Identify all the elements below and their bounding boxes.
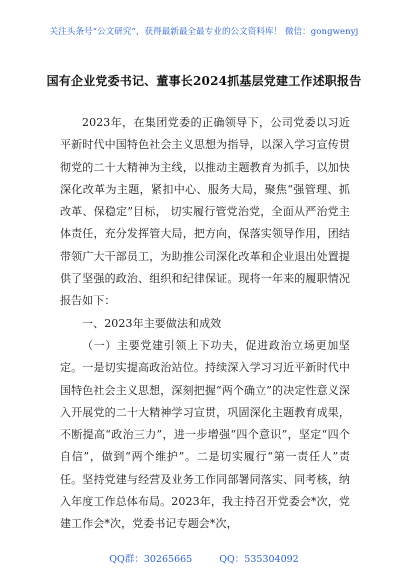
document-body bbox=[60, 112, 350, 536]
section-heading: 一、2023年主要做法和成效 bbox=[82, 316, 222, 330]
footer-contact bbox=[0, 551, 408, 565]
footer-qq: QQ：535304092 bbox=[219, 554, 299, 565]
header-promo-note: 关注头条号“公文研究”，获得最新最全最专业的公文资料库！ 微信：gongwenyj bbox=[49, 27, 359, 37]
footer-qq-group: QQ群：30265665 bbox=[109, 554, 193, 565]
document-title: 国有企业党委书记、董事长2024抓基层党建工作述职报告 bbox=[46, 74, 362, 88]
paragraph-intro: 2023年，在集团党委的正确领导下，公司党委以习近平新时代中国特色社会主义思想为指导，以深入学习宣传贯彻党的二十大精神为主线，以推动主题教育为抓手，以加快深化改革为主题，紧扣中心、服务大局，聚焦“强管理、抓改革、保稳定”目标， 切实履行管党治党，全面从严治党主体责任，充分发挥管大局，把方向，保落实领导作用，团结带领广大干部员工，为助推公司深化改革和企业退出处置提供了坚强的政治、组织和纪律保证。现将一年来的履职情况报告如下： bbox=[60, 116, 350, 308]
paragraph-section-1: （一）主要党建引领上下功夫，促进政治立场更加坚定。一是切实提高政治站位。持续深入学习习近平新时代中国特色社会主义思想，深刻把握“两个确立”的决定性意义深入开展党的二十大精神学习宣贯，巩固深化主题教育成果，不断提高“政治三力”，进一步增强“四个意识”，坚定“四个自信”，做到“两个维护”。二是切实履行“第一责任人”责任。坚持党建与经营及业务工作同部署同落实、同考核，纳入年度工作总体布局。2023年，我主持召开党委会*次，党建工作会*次，党委书记专题会*次， bbox=[60, 338, 350, 531]
